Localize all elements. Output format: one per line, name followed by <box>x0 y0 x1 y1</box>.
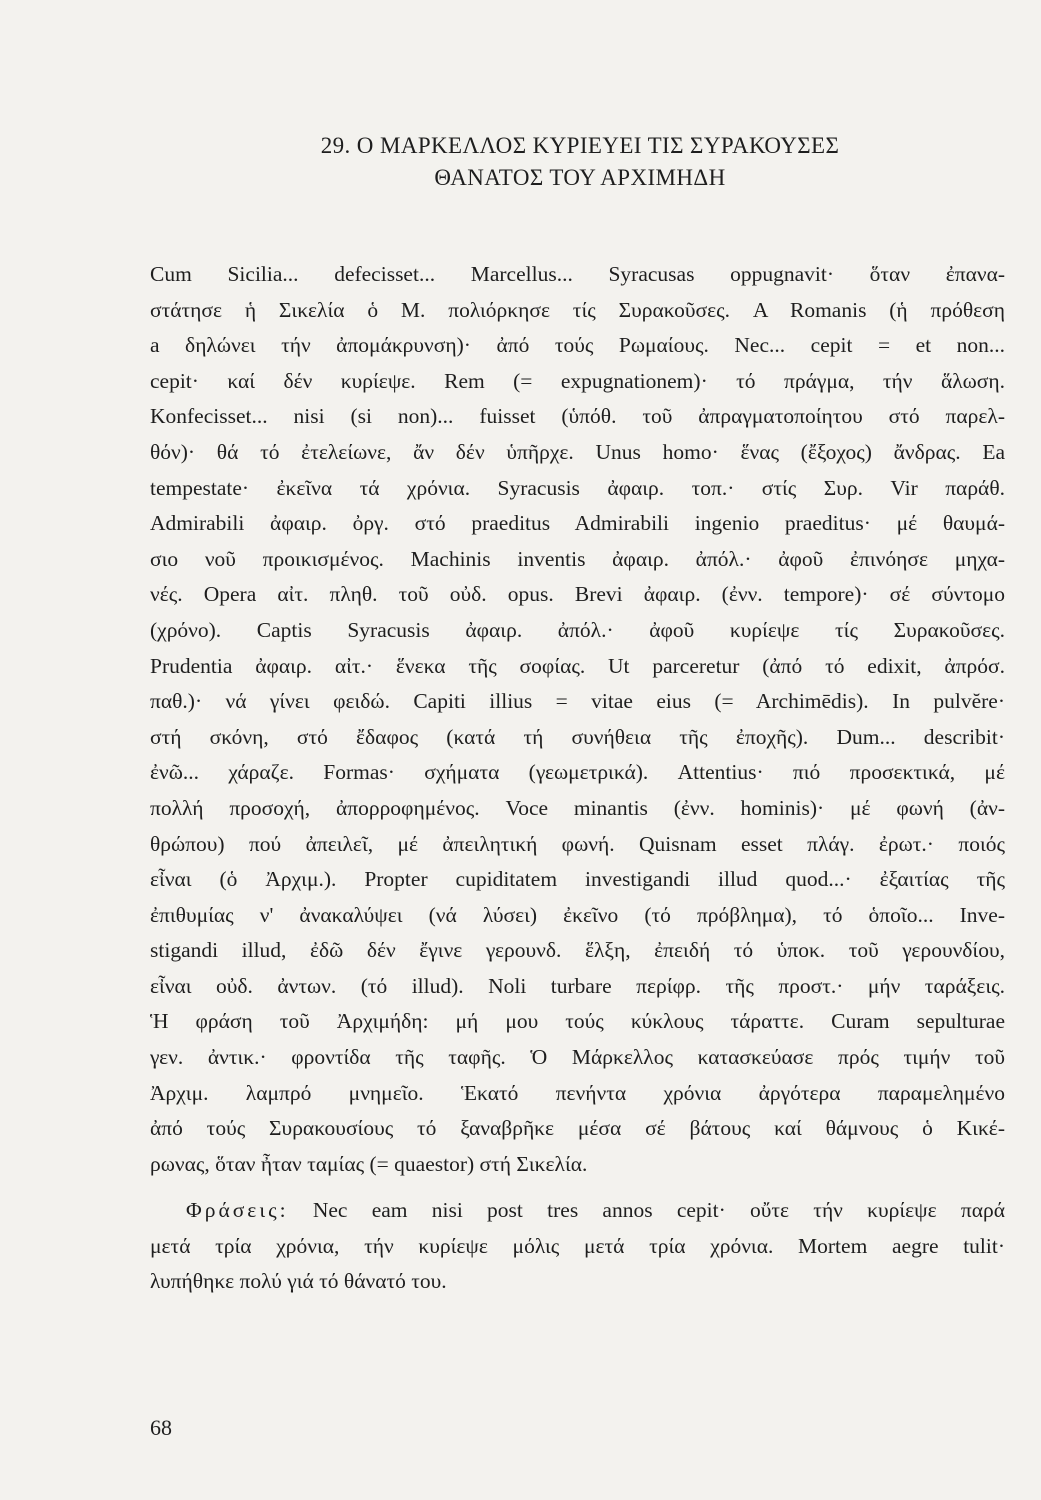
text-line: σιο νοῦ προικισμένος. Machinis inventis ἀφαιρ. ἀπόλ.· ἀφοῦ ἐπινόησε μηχα- <box>150 546 1005 571</box>
text-line: tempestate· ἐκεῖνα τά χρόνια. Syracusis ἀφαιρ. τοπ.· στίς Συρ. Vir παράθ. <box>150 475 1005 500</box>
text-line: πολλή προσοχή, ἀπορροφημένος. Voce minantis (ἐνν. hominis)· μέ φωνή (ἀν- <box>150 795 1005 820</box>
phrases-line-2: μετά τρία χρόνια, τήν κυρίεψε μόλις μετά τρία χρόνια. Mortem aegre tulit· <box>150 1233 1005 1258</box>
text-line: εἶναι οὐδ. ἀντων. (τό illud). Noli turbare περίφρ. τῆς προστ.· μήν ταράξεις. <box>150 973 1005 998</box>
text-line: cepit· καί δέν κυρίεψε. Rem (= expugnationem)· τό πράγμα, τήν ἅλωση. <box>150 368 1005 393</box>
text-line: ἐπιθυμίας ν' ἀνακαλύψει (νά λύσει) ἐκεῖνο (τό πρόβλημα), τό ὁποῖο... Inve- <box>150 902 1005 927</box>
text-line: στή σκόνη, στό ἔδαφος (κατά τή συνήθεια τῆς ἐποχῆς). Dum... describit· <box>150 724 1005 749</box>
phrases-line-1 <box>150 1193 1005 1229</box>
text-line: Konfecisset... nisi (si non)... fuisset (ὑπόθ. τοῦ ἀπραγματοποίητου στό παρελ- <box>150 404 1005 429</box>
chapter-title <box>150 130 1010 194</box>
text-line: θόν)· θά τό ἐτελείωνε, ἄν δέν ὑπῆρχε. Unus homo· ἕνας (ἔξοχος) ἄνδρας. Ea <box>150 439 1005 464</box>
text-line: Cum Sicilia... defecisset... Marcellus... Syracusas oppugnavit· ὅταν ἐπανα- <box>150 262 1005 286</box>
text-line: ἐνῶ... χάραζε. Formas· σχήματα (γεωμετρικά). Attentius· πιό προσεκτικά, μέ <box>150 760 1005 785</box>
text-line: (χρόνο). Captis Syracusis ἀφαιρ. ἀπόλ.· ἀφοῦ κυρίεψε τίς Συρακοῦσες. <box>150 617 1005 642</box>
text-line: εἶναι (ὁ Ἀρχιμ.). Propter cupiditatem investigandi illud quod...· ἐξαιτίας τῆς <box>150 867 1005 892</box>
text-line: stigandi illud, ἐδῶ δέν ἔγινε γερουνδ. ἕλξη, ἐπειδή τό ὑποκ. τοῦ γερουνδίου, <box>150 938 1005 963</box>
text-line: παθ.)· νά γίνει φειδώ. Capiti illius = vitae eius (= Archimēdis). In pulvĕre· <box>150 689 1005 714</box>
text-line: ἀπό τούς Συρακουσίους τό ξαναβρῆκε μέσα σέ βάτους καί θάμνους ὁ Κικέ- <box>150 1116 1005 1141</box>
text-line: στάτησε ἡ Σικελία ὁ Μ. πολιόρκησε τίς Συρακοῦσες. A Romanis (ἡ πρόθεση <box>150 297 1005 322</box>
commentary-text <box>150 257 1005 1182</box>
phrases-section <box>150 1193 1005 1300</box>
text-line: θρώπου) πού ἀπειλεῖ, μέ ἀπειλητική φωνή. Quisnam esset πλάγ. ἐρωτ.· ποιός <box>150 831 1005 856</box>
chapter-title-line-2: ΘΑΝΑΤΟΣ ΤΟΥ ΑΡΧΙΜΗΔΗ <box>434 165 726 190</box>
text-line: ρωνας, ὅταν ἦταν ταμίας (= quaestor) στή Σικελία. <box>150 1151 588 1176</box>
text-line: Admirabili ἀφαιρ. ὀργ. στό praeditus Admirabili ingenio praeditus· μέ θαυμά- <box>150 511 1005 536</box>
text-line: Ἡ φράση τοῦ Ἀρχιμήδη: μή μου τούς κύκλους τάραττε. Curam sepulturae <box>150 1009 1005 1034</box>
phrases-text: Nec eam nisi post tres annos cepit· οὔτε τήν κυρίεψε παρά <box>312 1198 1005 1222</box>
text-line: a δηλώνει τήν ἀπομάκρυνση)· ἀπό τούς Ρωμαίους. Nec... cepit = et non... <box>150 333 1005 358</box>
text-line: γεν. ἀντικ.· φροντίδα τῆς ταφῆς. Ὁ Μάρκελλος κατασκεύασε πρός τιμήν τοῦ <box>150 1045 1005 1070</box>
phrases-line-3: λυπήθηκε πολύ γιά τό θάνατό του. <box>150 1269 447 1294</box>
text-line: Prudentia ἀφαιρ. αἰτ.· ἕνεκα τῆς σοφίας. Ut parceretur (ἀπό τό edixit, ἀπρόσ. <box>150 653 1005 678</box>
text-line: νές. Opera αἰτ. πληθ. τοῦ οὐδ. opus. Brevi ἀφαιρ. (ἐνν. tempore)· σέ σύντομο <box>150 582 1005 607</box>
phrases-label: Φράσεις: <box>186 1198 289 1222</box>
page-number: 68 <box>150 1415 172 1440</box>
chapter-title-line-1: 29. Ο ΜΑΡΚΕΛΛΟΣ ΚΥΡΙΕΥΕΙ ΤΙΣ ΣΥΡΑΚΟΥΣΕΣ <box>320 133 840 158</box>
text-line: Ἀρχιμ. λαμπρό μνημεῖο. Ἑκατό πενήντα χρόνια ἀργότερα παραμελημένο <box>150 1080 1005 1105</box>
